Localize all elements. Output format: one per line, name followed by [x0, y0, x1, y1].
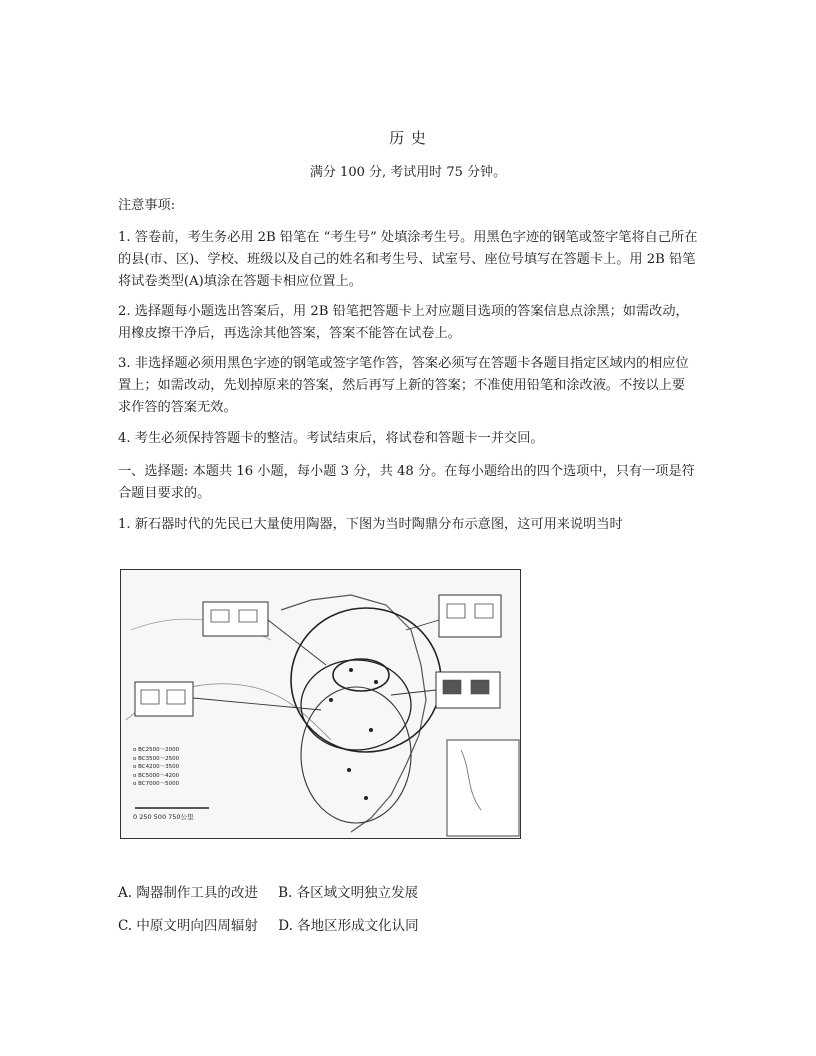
connector-line	[391, 690, 436, 695]
map-legend	[133, 746, 179, 789]
map-drawing	[121, 570, 520, 838]
notes-heading: 注意事项:	[118, 198, 176, 213]
site-dot	[374, 680, 378, 684]
option-b[interactable]: B. 各区域文明独立发展	[278, 885, 419, 901]
options-row-1	[118, 883, 418, 903]
south-china-sea-inset	[447, 740, 519, 836]
option-a[interactable]: A. 陶器制作工具的改进	[118, 885, 258, 901]
connector-line	[268, 620, 326, 665]
option-c[interactable]: C. 中原文明向四周辐射	[118, 918, 258, 934]
map-scale-label: 0 250 500 750公里	[133, 813, 194, 821]
site-dot	[329, 698, 333, 702]
legend-item: o BC5000～4200	[133, 772, 179, 781]
vessel-inset	[135, 682, 193, 716]
site-dot	[349, 668, 353, 672]
note-item-3: 3. 非选择题必须用黑色字迹的钢笔或签字笔作答，答案必须写在答题卡各题目指定区域内的相应位置上；如需改动，先划掉原来的答案，然后再写上新的答案；不准使用铅笔和涂改液。不按以上要求作答的答案无效。	[118, 356, 689, 415]
options-row-2	[118, 916, 419, 936]
site-dot	[347, 768, 351, 772]
note-item-2: 2. 选择题每小题选出答案后，用 2B 铅笔把答题卡上对应题目选项的答案信息点涂黑；如需改动，用橡皮擦干净后，再选涂其他答案，答案不能答在试卷上。	[118, 304, 689, 341]
distribution-ellipse	[301, 687, 411, 823]
legend-item: o BC3500～2500	[133, 755, 179, 764]
section-heading: 一、选择题: 本题共 16 小题，每小题 3 分，共 48 分。在每小题给出的四个选项中，只有一项是符合题目要求的。	[118, 464, 695, 501]
pottery-ding-distribution-map	[120, 569, 521, 839]
legend-item: o BC4200～3500	[133, 763, 179, 772]
vessel-inset	[203, 602, 268, 636]
option-d[interactable]: D. 各地区形成文化认同	[278, 918, 419, 934]
site-dot	[364, 796, 368, 800]
question-1-stem: 1. 新石器时代的先民已大量使用陶器，下图为当时陶鼎分布示意图，这可用来说明当时	[118, 517, 623, 532]
note-item-1: 1. 答卷前，考生务必用 2B 铅笔在 “考生号” 处填涂考生号。用黑色字迹的钢笔或签字笔将自己所在的县(市、区)、学校、班级以及自己的姓名和考生号、试室号、座位号填写在答题卡上。用 2B 铅笔将试卷类型(A)填涂在答题卡相应位置上。	[118, 230, 698, 289]
page-title: 历 史	[389, 129, 427, 147]
site-dot	[369, 728, 373, 732]
legend-item: o BC7000～5000	[133, 780, 179, 789]
vessel-inset	[439, 595, 501, 637]
distribution-ellipse	[301, 660, 411, 750]
distribution-ellipse	[291, 608, 441, 752]
distribution-ellipse	[333, 659, 389, 691]
exam-info: 满分 100 分, 考试用时 75 分钟。	[309, 165, 507, 180]
legend-item: o BC2500～2000	[133, 746, 179, 755]
note-item-4: 4. 考生必须保持答题卡的整洁。考试结束后，将试卷和答题卡一并交回。	[118, 431, 544, 446]
